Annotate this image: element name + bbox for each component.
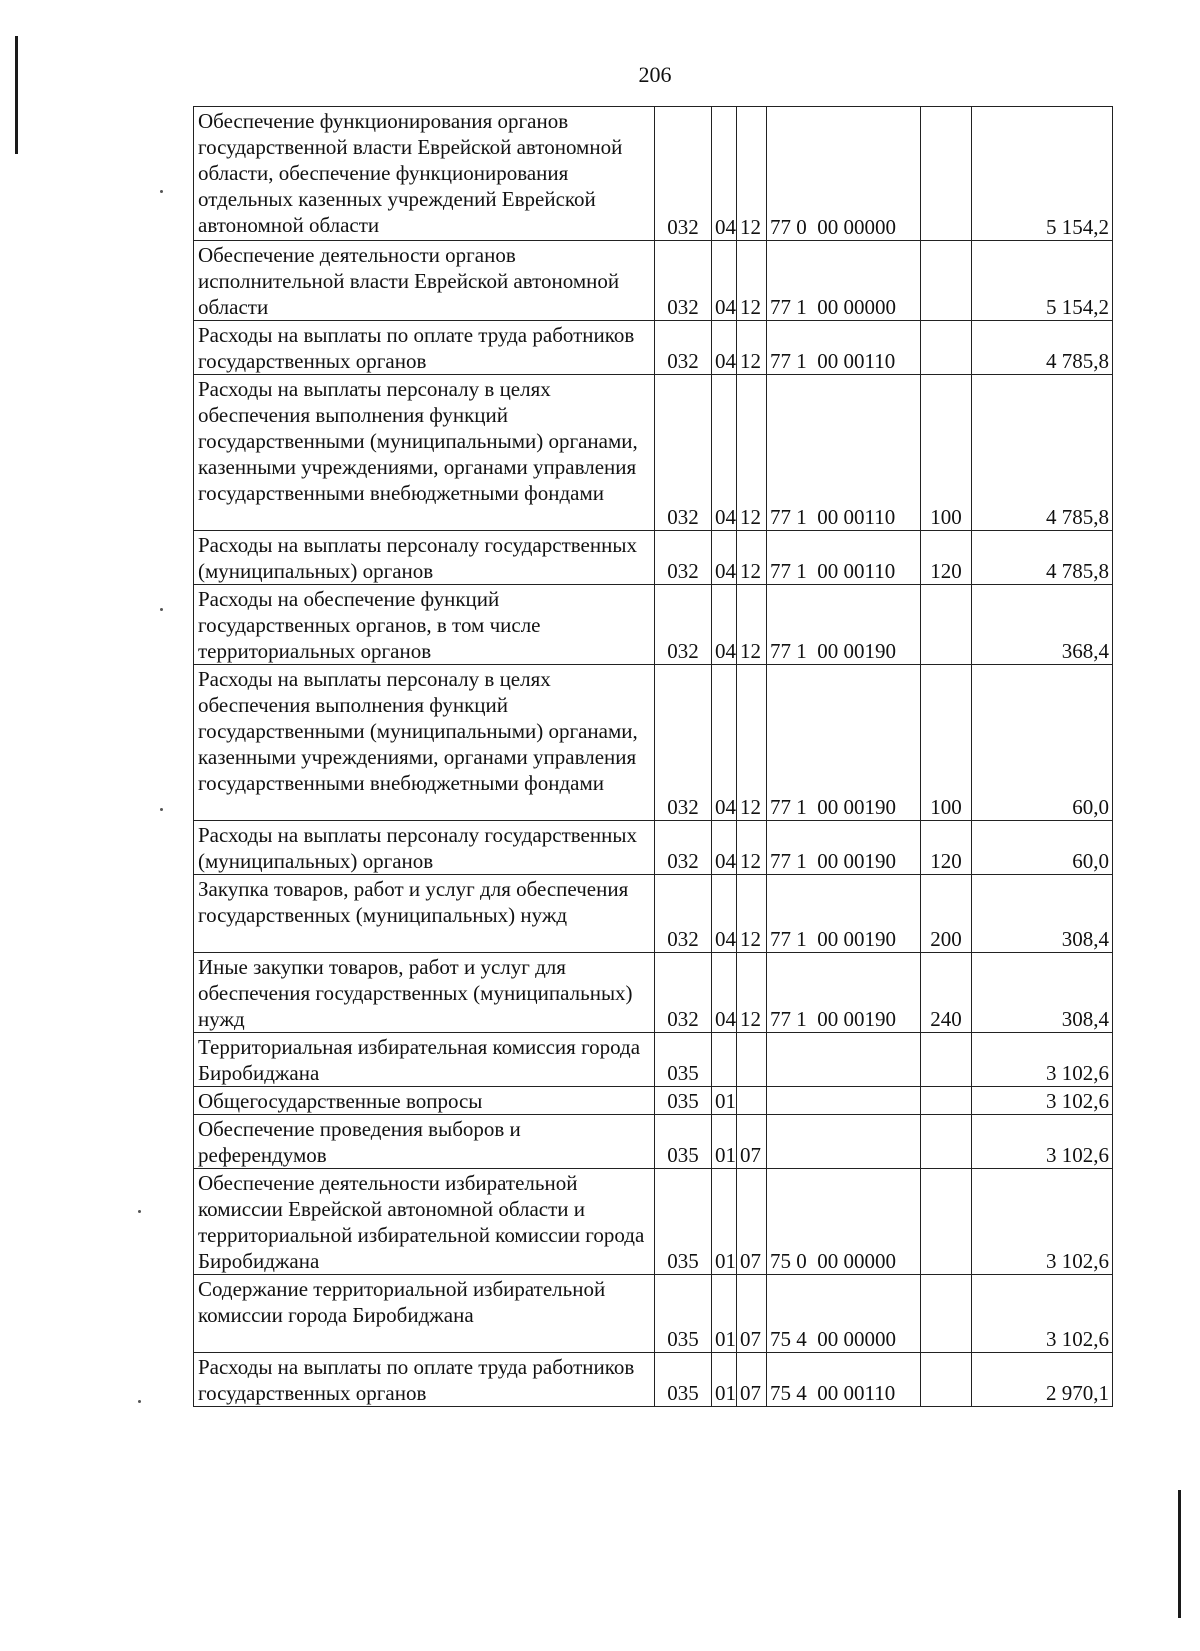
table-row <box>194 953 1113 1033</box>
scan-dot <box>138 1400 141 1403</box>
target-article-code <box>767 1087 921 1115</box>
expense-type-code <box>921 585 972 665</box>
row-name: Расходы на обеспечение функций государственных органов, в том числе территориальных органов <box>194 585 655 665</box>
table-row <box>194 375 1113 531</box>
subsection-code: 07 <box>737 1353 767 1407</box>
amount: 4 785,8 <box>972 321 1113 375</box>
row-name: Обеспечение проведения выборов и референдумов <box>194 1115 655 1169</box>
row-name: Расходы на выплаты персоналу государственных (муниципальных) органов <box>194 821 655 875</box>
expense-type-code <box>921 1169 972 1275</box>
target-article-code: 77 1 00 00000 <box>767 241 921 321</box>
page-number: 206 <box>638 62 672 87</box>
expense-type-code: 240 <box>921 953 972 1033</box>
ministry-code: 032 <box>655 531 712 585</box>
scan-dot <box>138 1210 141 1213</box>
expense-type-code: 120 <box>921 821 972 875</box>
section-code: 01 <box>712 1115 737 1169</box>
subsection-code <box>737 1087 767 1115</box>
expense-type-code <box>921 1033 972 1087</box>
amount: 368,4 <box>972 585 1113 665</box>
ministry-code: 032 <box>655 953 712 1033</box>
row-name: Расходы на выплаты персоналу государственных (муниципальных) органов <box>194 531 655 585</box>
row-name: Обеспечение функционирования органов государственной власти Еврейской автономной области, обеспечение функционирования отдельных казенных учреждений Еврейской автономной области <box>194 107 655 241</box>
table-row <box>194 531 1113 585</box>
scan-dot <box>160 190 163 193</box>
subsection-code: 07 <box>737 1169 767 1275</box>
ministry-code: 035 <box>655 1115 712 1169</box>
amount: 3 102,6 <box>972 1033 1113 1087</box>
amount: 308,4 <box>972 953 1113 1033</box>
row-name: Обеспечение деятельности органов исполнительной власти Еврейской автономной области <box>194 241 655 321</box>
table-row <box>194 875 1113 953</box>
section-code: 01 <box>712 1087 737 1115</box>
ministry-code: 032 <box>655 107 712 241</box>
ministry-code: 032 <box>655 821 712 875</box>
table-row <box>194 585 1113 665</box>
target-article-code: 75 4 00 00000 <box>767 1275 921 1353</box>
subsection-code: 12 <box>737 585 767 665</box>
expense-type-code <box>921 1275 972 1353</box>
ministry-code: 032 <box>655 241 712 321</box>
subsection-code: 12 <box>737 241 767 321</box>
budget-table-body <box>194 107 1113 1407</box>
amount: 3 102,6 <box>972 1275 1113 1353</box>
table-row <box>194 107 1113 241</box>
table-row <box>194 1275 1113 1353</box>
scan-edge-mark-top <box>15 36 18 154</box>
subsection-code: 12 <box>737 375 767 531</box>
table-row <box>194 1169 1113 1275</box>
row-name: Расходы на выплаты по оплате труда работников государственных органов <box>194 321 655 375</box>
target-article-code: 77 1 00 00110 <box>767 321 921 375</box>
row-name: Расходы на выплаты персоналу в целях обеспечения выполнения функций государственными (муниципальными) органами, казенными учреждениями, органами управления государственными внебюджетными фондами <box>194 375 655 531</box>
target-article-code: 77 1 00 00190 <box>767 665 921 821</box>
ministry-code: 035 <box>655 1169 712 1275</box>
section-code <box>712 1033 737 1087</box>
expense-type-code <box>921 1353 972 1407</box>
table-row <box>194 1115 1113 1169</box>
amount: 60,0 <box>972 665 1113 821</box>
scan-dot <box>160 808 163 811</box>
section-code: 04 <box>712 241 737 321</box>
expense-type-code: 100 <box>921 665 972 821</box>
table-row <box>194 241 1113 321</box>
expense-type-code <box>921 107 972 241</box>
ministry-code: 032 <box>655 375 712 531</box>
section-code: 01 <box>712 1275 737 1353</box>
target-article-code <box>767 1115 921 1169</box>
amount: 5 154,2 <box>972 107 1113 241</box>
section-code: 04 <box>712 531 737 585</box>
section-code: 04 <box>712 107 737 241</box>
scan-dot <box>160 608 163 611</box>
target-article-code <box>767 1033 921 1087</box>
target-article-code: 77 1 00 00190 <box>767 821 921 875</box>
subsection-code <box>737 1033 767 1087</box>
scan-edge-mark-bottom <box>1178 1490 1181 1618</box>
row-name: Обеспечение деятельности избирательной комиссии Еврейской автономной области и территориальной избирательной комиссии города Биробиджана <box>194 1169 655 1275</box>
row-name: Расходы на выплаты персоналу в целях обеспечения выполнения функций государственными (муниципальными) органами, казенными учреждениями, органами управления государственными внебюджетными фондами <box>194 665 655 821</box>
subsection-code: 12 <box>737 875 767 953</box>
ministry-code: 035 <box>655 1353 712 1407</box>
row-name: Расходы на выплаты по оплате труда работников государственных органов <box>194 1353 655 1407</box>
ministry-code: 032 <box>655 875 712 953</box>
table-row <box>194 1033 1113 1087</box>
section-code: 04 <box>712 665 737 821</box>
target-article-code: 77 1 00 00190 <box>767 875 921 953</box>
expense-type-code: 120 <box>921 531 972 585</box>
target-article-code: 77 0 00 00000 <box>767 107 921 241</box>
subsection-code: 12 <box>737 665 767 821</box>
section-code: 01 <box>712 1169 737 1275</box>
row-name: Общегосударственные вопросы <box>194 1087 655 1115</box>
target-article-code: 77 1 00 00190 <box>767 585 921 665</box>
expense-type-code <box>921 1115 972 1169</box>
subsection-code: 12 <box>737 531 767 585</box>
subsection-code: 07 <box>737 1115 767 1169</box>
amount: 308,4 <box>972 875 1113 953</box>
table-row <box>194 321 1113 375</box>
ministry-code: 035 <box>655 1275 712 1353</box>
ministry-code: 032 <box>655 321 712 375</box>
target-article-code: 75 4 00 00110 <box>767 1353 921 1407</box>
expense-type-code <box>921 1087 972 1115</box>
budget-table <box>193 106 1113 1407</box>
row-name: Закупка товаров, работ и услуг для обеспечения государственных (муниципальных) нужд <box>194 875 655 953</box>
row-name: Содержание территориальной избирательной комиссии города Биробиджана <box>194 1275 655 1353</box>
amount: 3 102,6 <box>972 1115 1113 1169</box>
subsection-code: 12 <box>737 953 767 1033</box>
section-code: 04 <box>712 875 737 953</box>
section-code: 04 <box>712 375 737 531</box>
expense-type-code: 100 <box>921 375 972 531</box>
amount: 5 154,2 <box>972 241 1113 321</box>
target-article-code: 77 1 00 00110 <box>767 375 921 531</box>
table-row <box>194 821 1113 875</box>
target-article-code: 75 0 00 00000 <box>767 1169 921 1275</box>
section-code: 04 <box>712 821 737 875</box>
amount: 2 970,1 <box>972 1353 1113 1407</box>
amount: 3 102,6 <box>972 1087 1113 1115</box>
section-code: 04 <box>712 953 737 1033</box>
section-code: 04 <box>712 321 737 375</box>
row-name: Территориальная избирательная комиссия города Биробиджана <box>194 1033 655 1087</box>
target-article-code: 77 1 00 00190 <box>767 953 921 1033</box>
ministry-code: 035 <box>655 1033 712 1087</box>
subsection-code: 12 <box>737 321 767 375</box>
ministry-code: 035 <box>655 1087 712 1115</box>
amount: 4 785,8 <box>972 531 1113 585</box>
subsection-code: 07 <box>737 1275 767 1353</box>
expense-type-code: 200 <box>921 875 972 953</box>
amount: 60,0 <box>972 821 1113 875</box>
ministry-code: 032 <box>655 665 712 821</box>
amount: 4 785,8 <box>972 375 1113 531</box>
section-code: 04 <box>712 585 737 665</box>
ministry-code: 032 <box>655 585 712 665</box>
subsection-code: 12 <box>737 107 767 241</box>
target-article-code: 77 1 00 00110 <box>767 531 921 585</box>
subsection-code: 12 <box>737 821 767 875</box>
amount: 3 102,6 <box>972 1169 1113 1275</box>
expense-type-code <box>921 241 972 321</box>
row-name: Иные закупки товаров, работ и услуг для обеспечения государственных (муниципальных) нужд <box>194 953 655 1033</box>
table-row <box>194 665 1113 821</box>
section-code: 01 <box>712 1353 737 1407</box>
table-row <box>194 1353 1113 1407</box>
table-row <box>194 1087 1113 1115</box>
expense-type-code <box>921 321 972 375</box>
